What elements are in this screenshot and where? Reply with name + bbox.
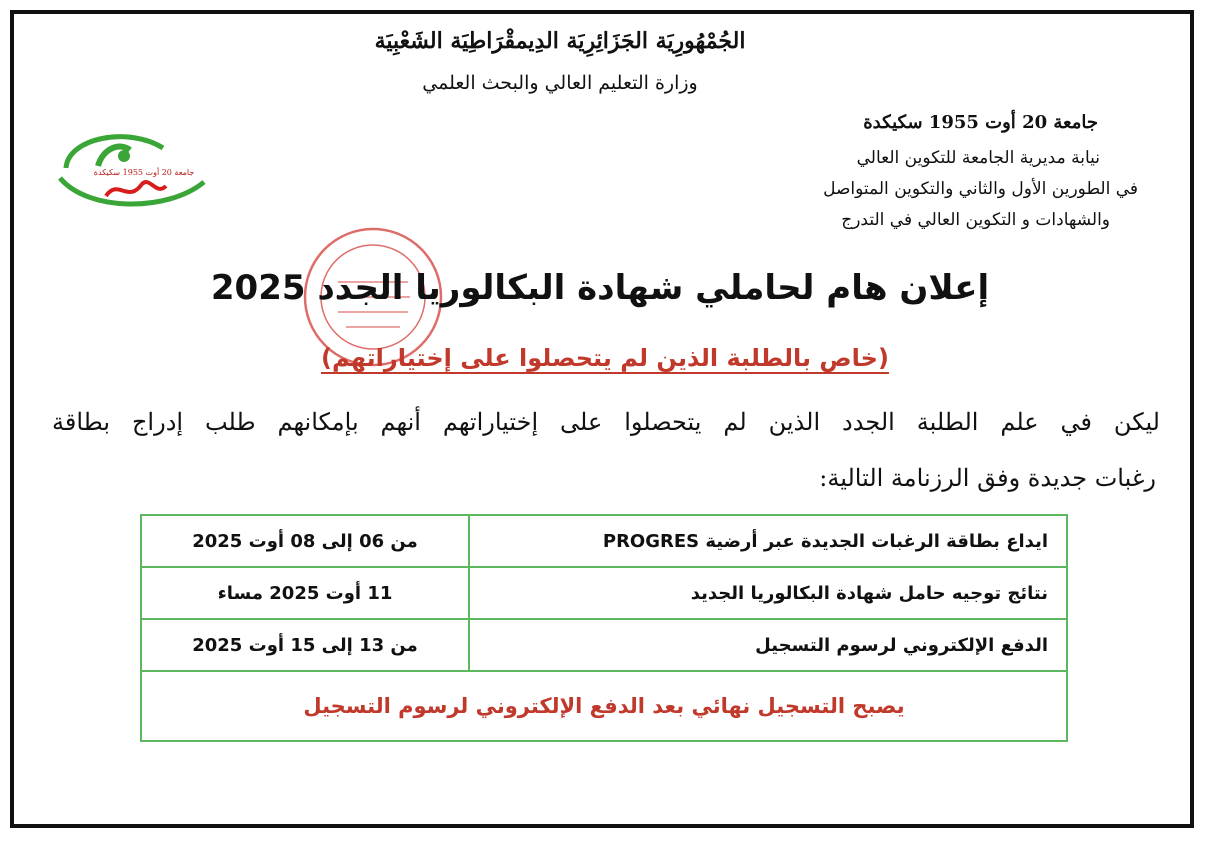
university-logo [58,126,208,216]
office-line-1: نيابة مديرية الجامعة للتكوين العالي [856,148,1100,168]
table-row [141,515,1067,567]
ministry-header: وزارة التعليم العالي والبحث العلمي [422,72,698,94]
schedule-table [140,514,1068,742]
registration-note: يصبح التسجيل نهائي بعد الدفع الإلكتروني لرسوم التسجيل [141,671,1067,741]
announcement-title: إعلان هام لحاملي شهادة البكالوريا الجدد 2025 [210,268,990,308]
date-cell: من 06 إلى 08 أوت 2025 [141,515,469,567]
table-row [141,619,1067,671]
date-cell: من 13 إلى 15 أوت 2025 [141,619,469,671]
university-name: جامعة 20 أوت 1955 سكيكدة [863,112,1098,133]
table-row [141,671,1067,741]
office-line-2: في الطورين الأول والثاني والتكوين المتواصل [823,179,1138,199]
date-cell: 11 أوت 2025 مساء [141,567,469,619]
announcement-body-line-2: رغبات جديدة وفق الرزنامة التالية: [819,464,1156,492]
activity-cell: ايداع بطاقة الرغبات الجديدة عبر أرضية PROGRES [469,515,1067,567]
activity-cell: نتائج توجيه حامل شهادة البكالوريا الجديد [469,567,1067,619]
republic-header: الجُمْهُورِيَة الجَزَائِرِيَة الدِيمقْرَاطِيَة الشَعْبِيَة [374,28,746,54]
announcement-subtitle: (خاص بالطلبة الذين لم يتحصلوا على إختياراتهم) [321,344,889,372]
announcement-body-line-1: ليكن في علم الطلبة الجدد الذين لم يتحصلوا على إختياراتهم أنهم بإمكانهم طلب إدراج بطاقة [52,408,1160,436]
logo-text: جامعة 20 أوت 1955 سكيكدة [93,168,195,177]
office-line-3: والشهادات و التكوين العالي في التدرج [841,210,1110,230]
table-row [141,567,1067,619]
activity-cell: الدفع الإلكتروني لرسوم التسجيل [469,619,1067,671]
university-block [758,112,1138,236]
